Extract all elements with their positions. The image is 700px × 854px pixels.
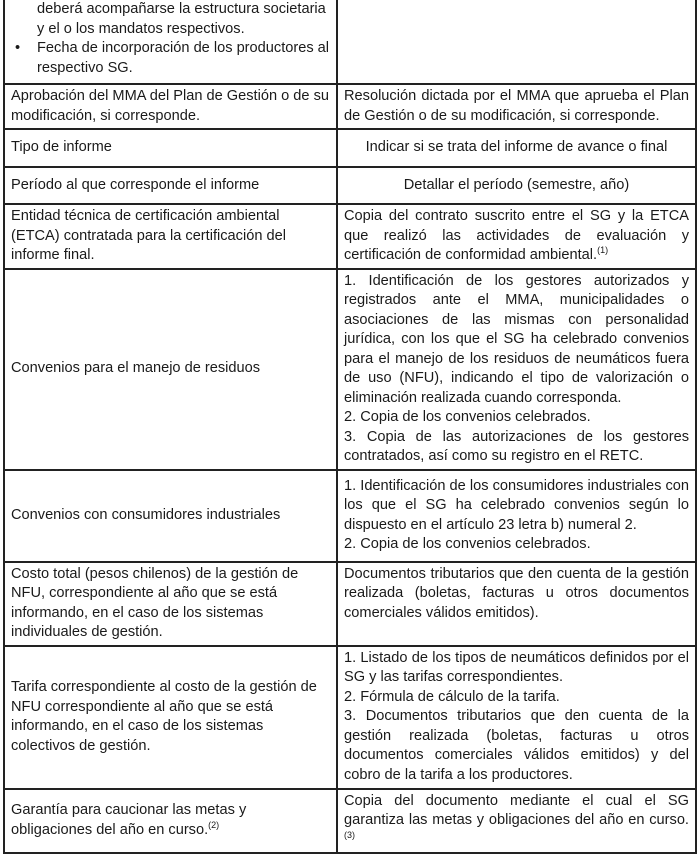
cell-text: Copia del documento mediante el cual el SG garantiza las metas y obligaciones del año en curso. <box>344 792 689 828</box>
cell-text: Copia del contrato suscrito entre el SG y la ETCA que realizó las actividades de evaluación y certificación de conformidad ambiental. <box>344 208 689 263</box>
table-row <box>4 204 696 269</box>
list-item: 3. Documentos tributarios que den cuenta de la gestión realizada (boletas, facturas u otros documentos comerciales válidos emitidos) y del cobro de la tarifa a los productores. <box>344 708 689 783</box>
table-row <box>4 269 696 470</box>
list-item-text: deberá acompañarse la estructura societaria y el o los mandatos respectivos. <box>37 1 326 37</box>
table-row <box>4 789 696 854</box>
row-left-cell <box>4 789 337 854</box>
table-row <box>4 129 696 167</box>
table-row <box>4 646 696 789</box>
row-right-cell <box>337 789 696 854</box>
list-item: 1. Listado de los tipos de neumáticos definidos por el SG y las tarifas correspondientes. <box>344 649 689 686</box>
requirements-table <box>3 0 697 854</box>
row-left-cell: Período al que corresponde el informe <box>4 167 337 204</box>
table-row <box>4 562 696 646</box>
row-right-cell <box>337 470 696 562</box>
table-row <box>4 84 696 129</box>
bullet-list <box>11 0 330 78</box>
table-row <box>4 470 696 562</box>
row-left-cell: Entidad técnica de certificación ambiental (ETCA) contratada para la certificación del informe final. <box>4 204 337 269</box>
cell-text: Garantía para caucionar las metas y obligaciones del año en curso. <box>11 802 247 838</box>
row-left-cell <box>4 0 337 84</box>
row-right-cell <box>337 646 696 789</box>
list-item: 1. Identificación de los gestores autorizados y registrados ante el MMA, municipalidades o asociaciones de las mismas con personalidad jurídica, con los que el SG ha celebrado convenios para el manejo de los residuos de neumáticos fuera de uso (NFU), indicando el tipo de valorización o eliminación realizada cuando corresponda. <box>344 272 689 406</box>
list-item: 2. Copia de los convenios celebrados. <box>344 409 591 425</box>
list-item <box>15 39 330 78</box>
row-right-cell: Detallar el período (semestre, año) <box>337 167 696 204</box>
table-row <box>4 167 696 204</box>
list-item: 2. Copia de los convenios celebrados. <box>344 536 591 552</box>
row-left-cell: Costo total (pesos chilenos) de la gestión de NFU, correspondiente al año que se está informando, en el caso de los sistemas individuales de gestión. <box>4 562 337 646</box>
table-row <box>4 0 696 84</box>
list-item: 2. Fórmula de cálculo de la tarifa. <box>344 688 560 705</box>
list-item <box>37 0 330 39</box>
row-left-cell: Convenios con consumidores industriales <box>4 470 337 562</box>
bullet-icon: • <box>15 40 21 56</box>
footnote-ref: (3) <box>344 829 355 840</box>
list-item-text: Fecha de incorporación de los productores al respectivo SG. <box>37 40 330 76</box>
row-left-cell: Aprobación del MMA del Plan de Gestión o de su modificación, si corresponde. <box>4 84 337 129</box>
footnote-ref: (2) <box>208 819 220 830</box>
list-item: 3. Copia de las autorizaciones de los gestores contratados, así como su registro en el RETC. <box>344 428 689 464</box>
row-right-cell <box>337 204 696 269</box>
row-right-cell: Indicar si se trata del informe de avance o final <box>337 129 696 167</box>
list-item: 1. Identificación de los consumidores industriales con los que el SG ha celebrado convenios según lo dispuesto en el artículo 23 letra b) numeral 2. <box>344 477 689 533</box>
footnote-ref: (1) <box>597 245 609 256</box>
row-left-cell: Tipo de informe <box>4 129 337 167</box>
row-right-cell: Documentos tributarios que den cuenta de la gestión realizada (boletas, facturas u otros documentos comerciales válidos emitidos). <box>337 562 696 646</box>
row-right-cell <box>337 0 696 84</box>
row-left-cell: Tarifa correspondiente al costo de la gestión de NFU correspondiente al año que se está informando, en el caso de los sistemas colectivos de gestión. <box>4 646 337 789</box>
row-right-cell: Resolución dictada por el MMA que aprueba el Plan de Gestión o de su modificación, si corresponde. <box>337 84 696 129</box>
row-right-cell <box>337 269 696 470</box>
row-left-cell: Convenios para el manejo de residuos <box>4 269 337 470</box>
